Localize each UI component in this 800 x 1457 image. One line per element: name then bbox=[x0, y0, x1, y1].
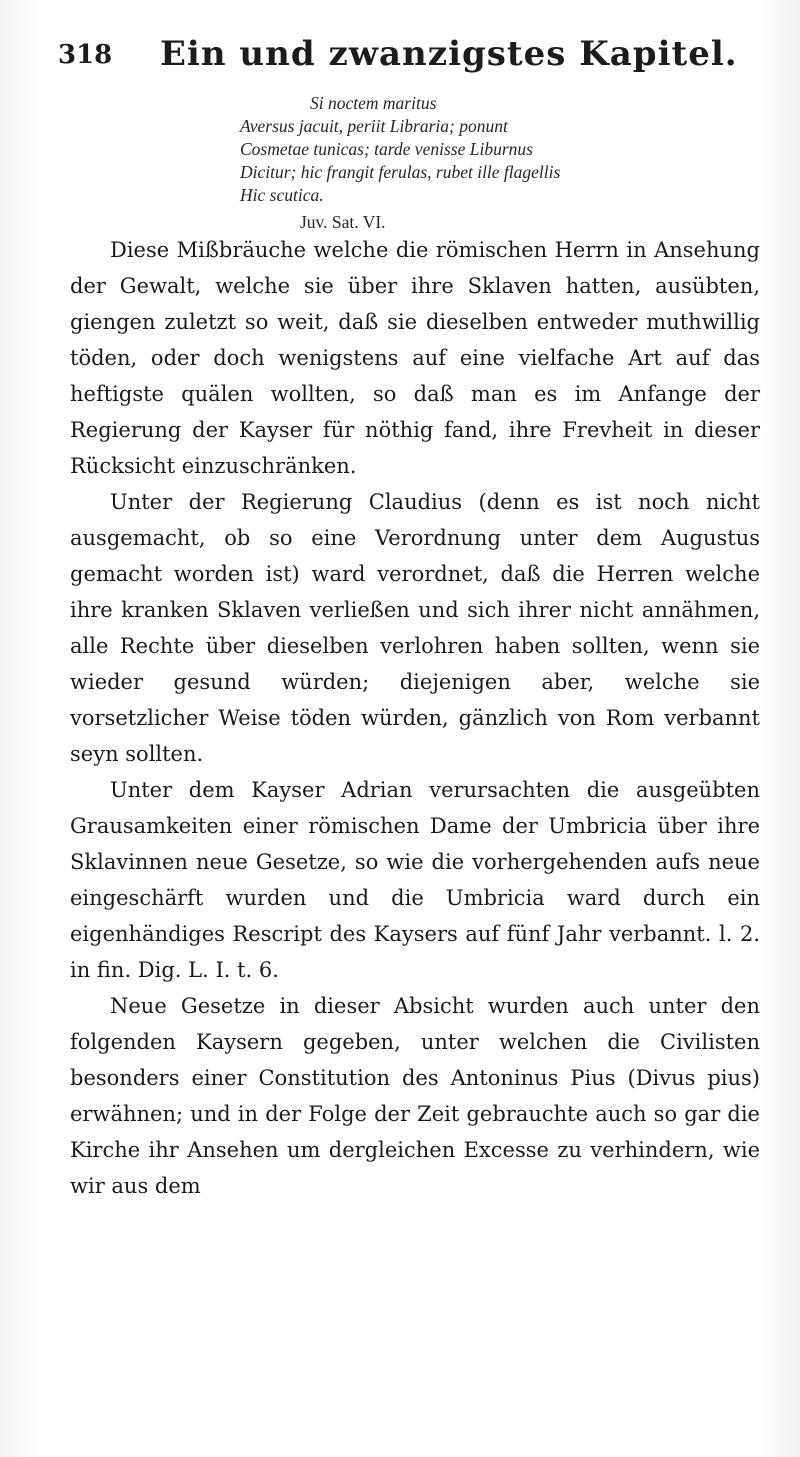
epigraph-line: Si noctem maritus bbox=[310, 93, 437, 113]
paragraph: Unter dem Kayser Adrian verursachten die ausgeübten Grausamkeiten einer römischen Dame der Umbricia über ihre Sklavinnen neue Gesetze, so wie die vorhergehenden aufs neue eingeschärft wurden und die Umbricia ward durch ein eigenhändiges Rescript des Kaysers auf fünf Jahr verbannt. l. 2. in fin. Dig. L. I. t. 6. bbox=[70, 778, 760, 982]
epigraph-line: Dicitur; hic frangit ferulas, rubet ille flagellis bbox=[240, 162, 561, 182]
body-text bbox=[70, 232, 760, 1204]
page-number: 318 bbox=[58, 40, 113, 70]
epigraph-line: Hic scutica. bbox=[240, 185, 324, 205]
epigraph-source: Juv. Sat. VI. bbox=[300, 212, 386, 232]
paragraph: Neue Gesetze in dieser Absicht wurden auch unter den folgenden Kaysern gegeben, unter welchen die Civilisten besonders einer Constitution des Antoninus Pius (Divus pius) erwähnen; und in der Folge der Zeit gebrauchte auch so gar die Kirche ihr Ansehen um dergleichen Excesse zu verhindern, wie wir aus dem bbox=[70, 994, 760, 1198]
running-title: Ein und zwanzigstes Kapitel. bbox=[160, 34, 738, 74]
epigraph bbox=[240, 92, 720, 234]
epigraph-line: Cosmetae tunicas; tarde venisse Liburnus bbox=[240, 139, 533, 159]
paragraph: Unter der Regierung Claudius (denn es ist noch nicht ausgemacht, ob so eine Verordnung unter dem Augustus gemacht worden ist) ward verordnet, daß die Herren welche ihre kranken Sklaven verließen und sich ihrer nicht annähmen, alle Rechte über dieselben verlohren haben sollten, wenn sie wieder gesund würden; diejenigen aber, welche sie vorsetzlicher Weise töden würden, gänzlich von Rom verbannt seyn sollten. bbox=[70, 490, 760, 766]
epigraph-line: Aversus jacuit, periit Libraria; ponunt bbox=[240, 116, 508, 136]
paragraph: Diese Mißbräuche welche die römischen Herrn in Ansehung der Gewalt, welche sie über ihre Sklaven hatten, ausübten, giengen zuletzt so weit, daß sie dieselben entweder muthwillig töden, oder doch wenigstens auf eine vielfache Art auf das heftigste quälen wollten, so daß man es im Anfange der Regierung der Kayser für nöthig fand, ihre Frevheit in dieser Rücksicht einzuschränken. bbox=[70, 238, 760, 478]
page-header bbox=[40, 28, 760, 78]
